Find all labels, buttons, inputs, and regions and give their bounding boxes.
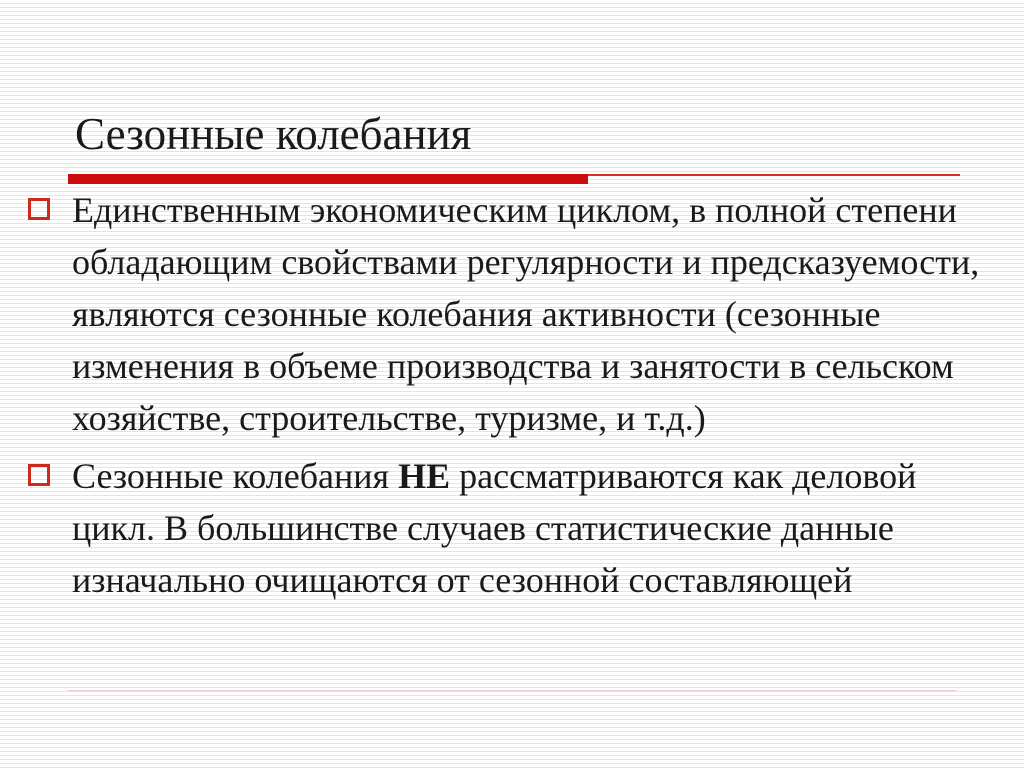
bullet-item-1 [20,184,1000,444]
bottom-divider [68,690,956,691]
hollow-square-bullet-icon [28,464,50,486]
hollow-square-bullet-icon [28,198,50,220]
bullet-item-2 [20,450,1000,606]
title-underline-accent [68,174,588,184]
bullet-text-2-before: Сезонные колебания [72,456,399,496]
slide-body [20,184,1000,612]
bullet-text-2-emphasis: НЕ [398,456,451,496]
bullet-text-1: Единственным экономическим циклом, в полной степени обладающим свойствами регулярности и предсказуемости, являются сезонные колебания активности (сезонные изменения в объеме производства и занятости в сельском хозяйстве, строительстве, туризме, и т.д.) [72,190,980,438]
bullet-text-2-after: рассматриваются как деловой цикл. В большинстве случаев статистические данные изначально очищаются от сезонной составляющей [72,456,917,600]
slide-title: Сезонные колебания [75,109,472,159]
